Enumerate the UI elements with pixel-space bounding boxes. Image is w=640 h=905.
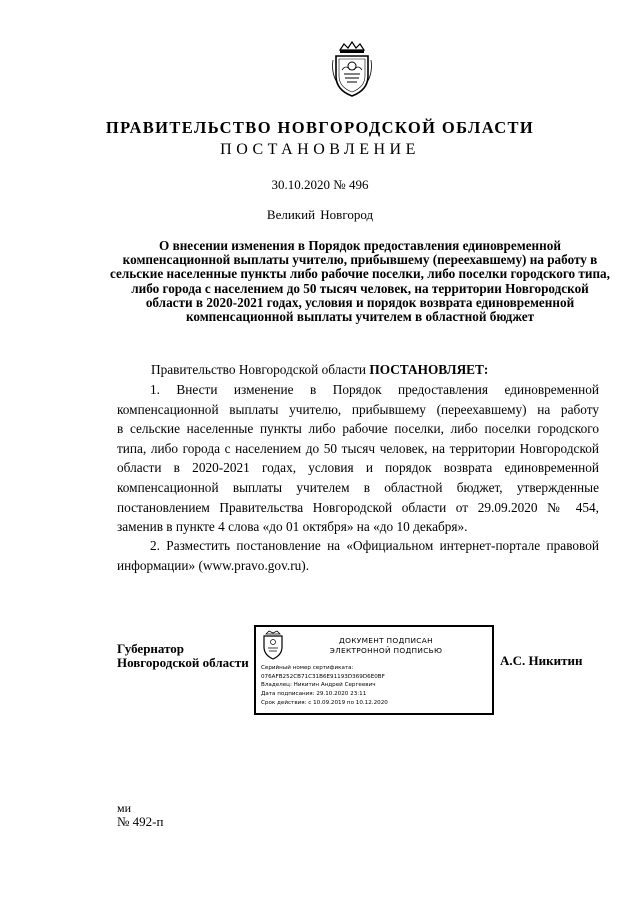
document-type: ПОСТАНОВЛЕНИЕ xyxy=(220,141,420,158)
stamp-heading xyxy=(286,636,486,656)
executor-initials: ми xyxy=(117,801,132,815)
stamp-emblem-icon xyxy=(261,630,285,660)
coat-of-arms-icon xyxy=(330,40,374,98)
stamp-detail-line: Серийный номер сертификата: xyxy=(261,665,354,671)
stamp-heading-line: ЭЛЕКТРОННОЙ ПОДПИСЬЮ xyxy=(329,646,443,655)
paragraph-line: компенсационной выплаты учителем в областной бюджет, утвержденные xyxy=(117,479,599,495)
preamble-text: Правительство Новгородской области xyxy=(151,362,370,377)
paragraph-1 xyxy=(117,380,599,537)
stamp-detail-line: Срок действия: с 10.09.2019 по 10.12.2020 xyxy=(261,699,388,706)
preamble xyxy=(151,362,488,378)
stamp-heading-line: ДОКУМЕНТ ПОДПИСАН xyxy=(339,636,433,645)
paragraph-line: заменив в пункте 4 слова «до 01 октября» на «до 10 декабря». xyxy=(117,519,468,535)
signatory-name: А.С. Никитин xyxy=(500,653,583,668)
signatory-position xyxy=(117,642,249,670)
paragraph-line: области в 2020-2021 годах, условия и порядок возврата единовременной xyxy=(117,460,599,476)
footer xyxy=(117,802,163,828)
signatory-position-line: Губернатор xyxy=(117,641,185,656)
paragraph-line: в сельские населенные пункты либо рабочие поселки, либо поселки городского xyxy=(117,421,599,437)
preamble-bold: ПОСТАНОВЛЯЕТ: xyxy=(369,362,489,377)
paragraph-line: типа, либо города с населением до 50 тысяч человек, на территории Новгородской xyxy=(117,440,599,456)
stamp-detail-line: Дата подписания: 29.10.2020 23:11 xyxy=(261,691,367,698)
document-date-number: 30.10.2020 № 496 xyxy=(271,177,369,192)
paragraph-2 xyxy=(117,536,599,575)
paragraph-line: информации» (www.pravo.gov.ru). xyxy=(117,557,310,573)
organization-title: ПРАВИТЕЛЬСТВО НОВГОРОДСКОЙ ОБЛАСТИ xyxy=(105,118,535,137)
stamp-detail-line: 076AFB252CB71C31B6E91193D369D6E0BF xyxy=(261,673,385,680)
paragraph-line: постановлением Правительства Новгородской области от 29.09.2020 № 454, xyxy=(117,499,599,515)
stamp-detail-line: Владелец: Никитин Андрей Сергеевич xyxy=(261,682,376,689)
stamp-details xyxy=(261,664,388,708)
signatory-position-line: Новгородской области xyxy=(117,655,249,670)
document-subject: О внесении изменения в Порядок предоставления единовременной компенсационной выплаты учителю, прибывшему (переехавшему) на работу в сельские населенные пункты либо рабочие поселки, либо поселки городского типа, либо города с населением до 50 тысяч человек, на территории Новгородской области в 2020-2021 годах, условия и порядок возврата единовременной компенсационной выплаты учителем в областной бюджет xyxy=(110,238,610,325)
electronic-signature-stamp xyxy=(254,625,494,715)
paragraph-line: 1. Внести изменение в Порядок предоставления единовременной xyxy=(150,382,599,397)
paragraph-line: компенсационной выплаты учителю, прибывшему (переехавшему) на работу xyxy=(117,401,599,417)
registration-number: № 492-п xyxy=(117,814,164,829)
paragraph-line: 2. Разместить постановление на «Официальном интернет-портале правовой xyxy=(150,538,599,553)
document-place: Великий Новгород xyxy=(266,207,374,222)
